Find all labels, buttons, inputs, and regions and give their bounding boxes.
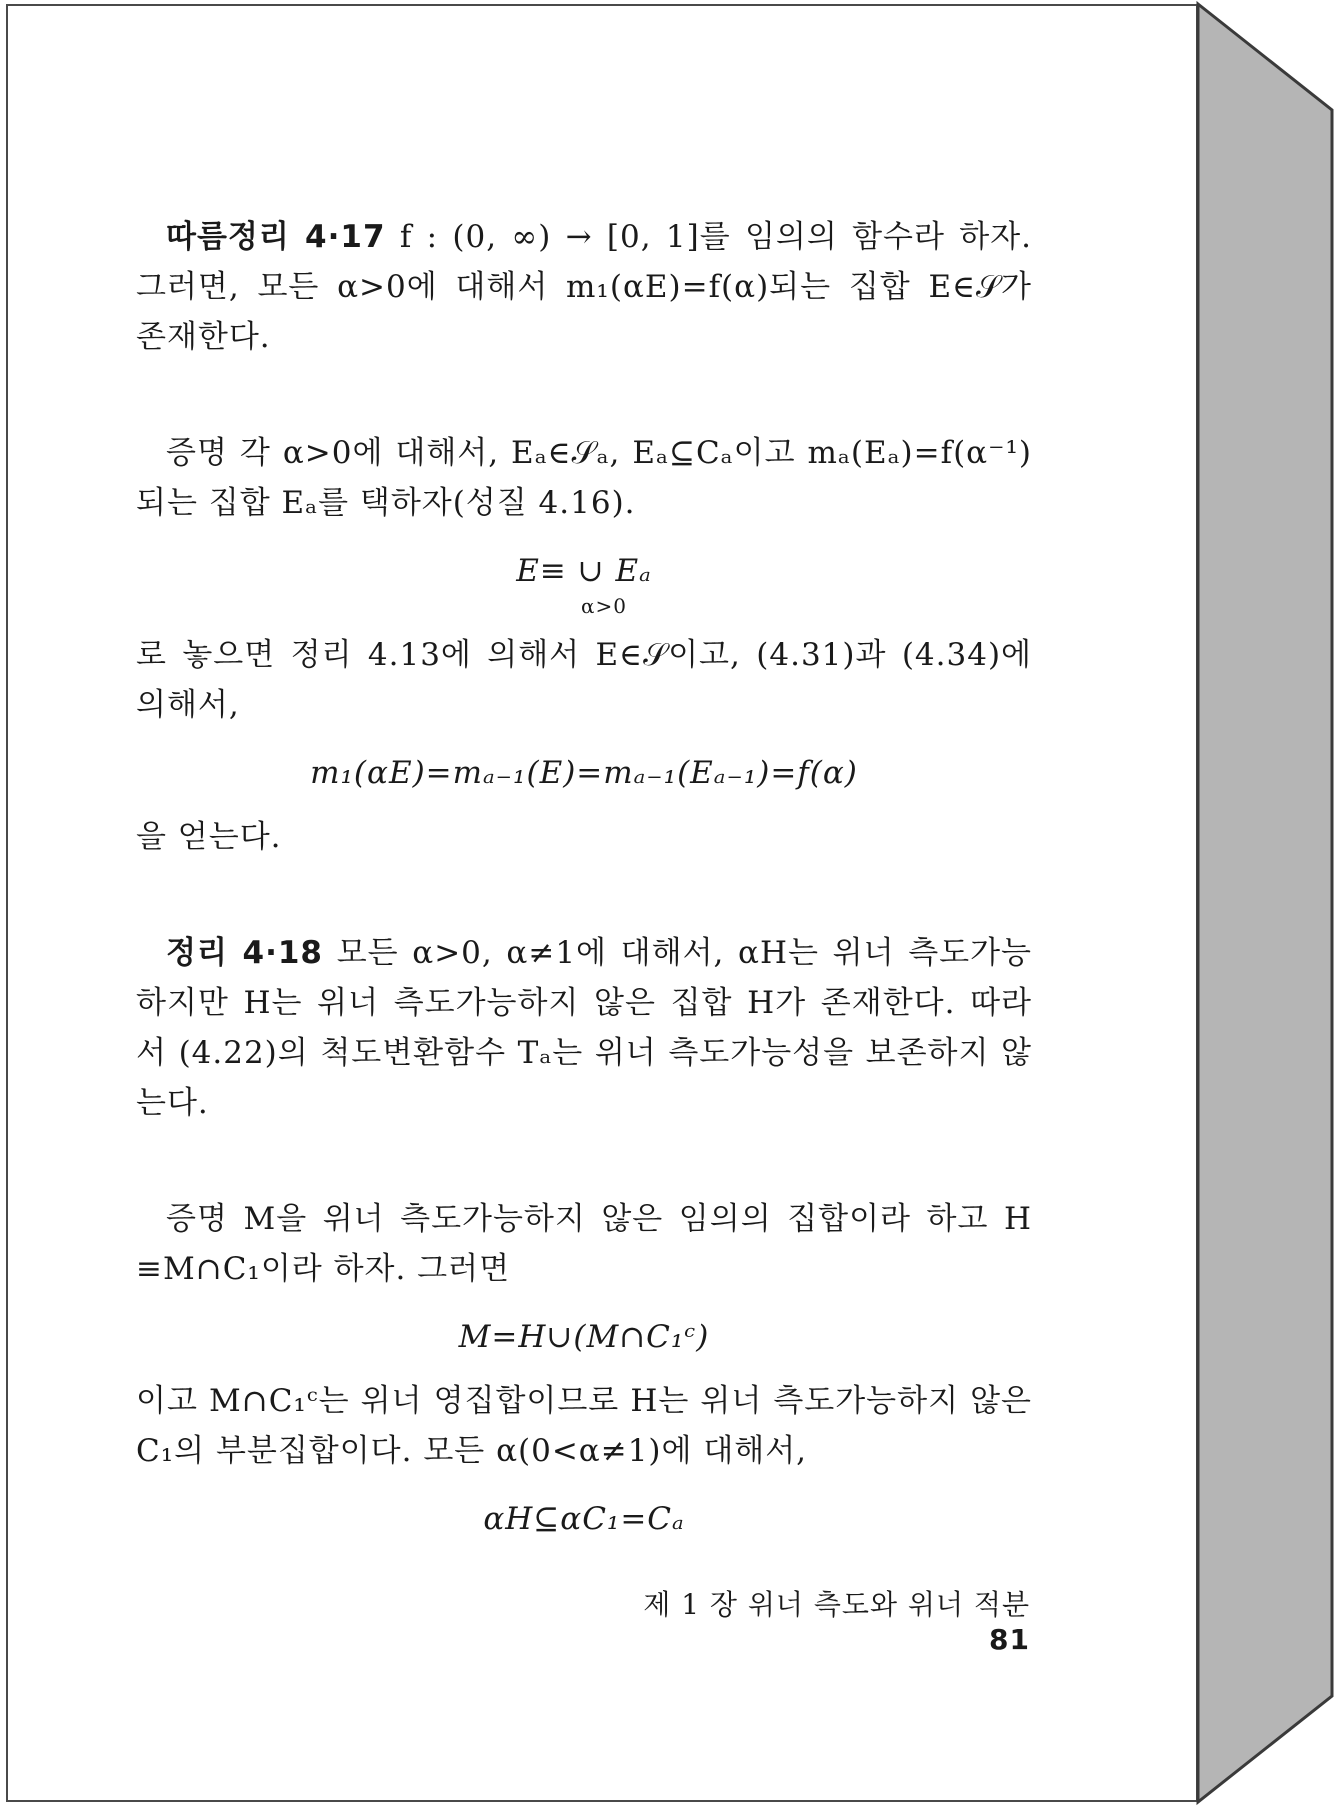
page-number: 81 xyxy=(989,1623,1030,1656)
proof1-text3: 을 얻는다. xyxy=(136,819,282,855)
proof1-label: 증명 xyxy=(166,435,228,471)
proof2-text1: M을 위너 측도가능하지 않은 임의의 집합이라 하고 H ≡M∩C₁이라 하자. 그러면 xyxy=(136,1201,1032,1287)
proof2-display1: M=H∪(M∩C₁ᶜ) xyxy=(458,1319,710,1355)
proof1-text1: 각 α>0에 대해서, Eₐ∈𝒮ₐ, Eₐ⊆Cₐ이고 mₐ(Eₐ)=f(α⁻¹)되는 집합 Eₐ를 택하자(성질 4.16). xyxy=(136,435,1032,521)
corollary-paragraph xyxy=(136,212,1032,362)
proof2-display2: αH⊆αC₁=Cₐ xyxy=(483,1501,685,1537)
corollary-label: 따름정리 4·17 xyxy=(166,219,386,255)
proof1-display1-formula: E≡ ∪ Eₐ xyxy=(516,553,652,589)
corollary-text: f : (0, ∞) → [0, 1]를 임의의 함수라 하자. 그러면, 모든 α>0에 대해서 m₁(αE)=f(α)되는 집합 E∈𝒮가 존재한다. xyxy=(136,219,1033,355)
page-content xyxy=(136,212,1032,1558)
theorem-label: 정리 4·18 xyxy=(166,935,323,971)
proof1-display1-sub: α>0 xyxy=(581,594,627,618)
chapter-title: 제 1 장 위너 측도와 위너 적분 xyxy=(643,1588,1030,1621)
theorem-text: 모든 α>0, α≠1에 대해서, αH는 위너 측도가능하지만 H는 위너 측도가능하지 않은 집합 H가 존재한다. 따라서 (4.22)의 척도변환함수 Tₐ는 위너 측도가능성을 보존하지 않는다. xyxy=(136,935,1032,1121)
page-footer xyxy=(570,1583,1030,1656)
proof1-display2: m₁(αE)=mₐ₋₁(E)=mₐ₋₁(Eₐ₋₁)=f(α) xyxy=(310,755,858,791)
proof1-paragraph xyxy=(136,428,1032,528)
theorem-paragraph xyxy=(136,928,1032,1128)
proof2-label: 증명 xyxy=(166,1201,228,1237)
proof2-text2: 이고 M∩C₁ᶜ는 위너 영집합이므로 H는 위너 측도가능하지 않은 C₁의 부분집합이다. 모든 α(0<α≠1)에 대해서, xyxy=(136,1383,1032,1469)
proof1-text2: 로 놓으면 정리 4.13에 의해서 E∈𝒮이고, (4.31)과 (4.34)에 의해서, xyxy=(136,637,1032,723)
proof2-paragraph xyxy=(136,1194,1032,1294)
proof1-display1 xyxy=(136,546,1032,616)
